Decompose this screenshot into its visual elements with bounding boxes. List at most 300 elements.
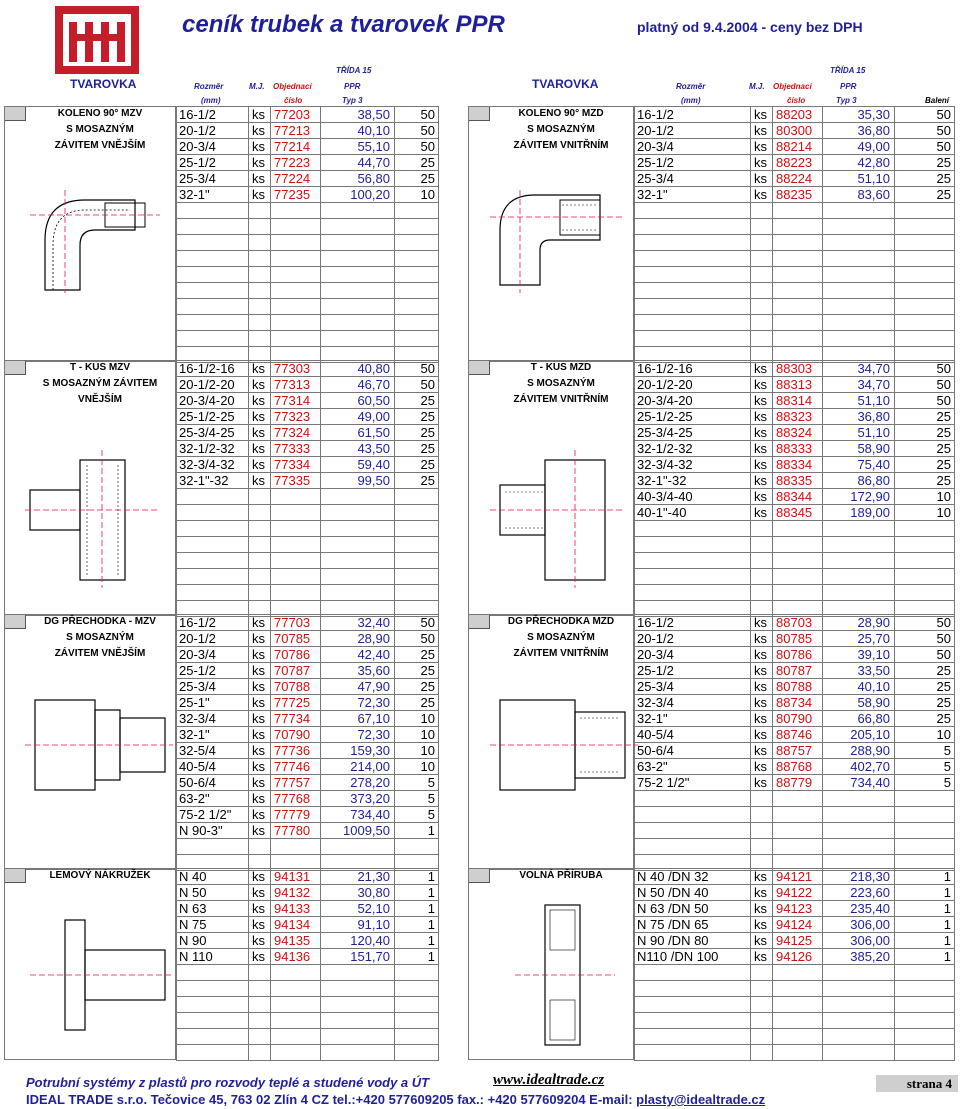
price-cell: 734,40 — [823, 775, 895, 791]
table-row — [635, 885, 955, 901]
table-row — [177, 187, 439, 203]
order-number-cell: 77213 — [271, 123, 321, 139]
pack-cell — [895, 203, 955, 219]
pack-cell — [395, 251, 439, 267]
price-cell — [823, 283, 895, 299]
pack-cell: 25 — [395, 695, 439, 711]
size-cell — [635, 283, 751, 299]
pack-cell — [395, 569, 439, 585]
size-cell — [177, 489, 249, 505]
pack-cell: 10 — [395, 187, 439, 203]
order-number-cell: 70788 — [271, 679, 321, 695]
price-cell: 40,10 — [321, 123, 395, 139]
price-cell: 1009,50 — [321, 823, 395, 839]
price-cell — [321, 965, 395, 981]
table-row — [635, 823, 955, 839]
price-cell: 99,50 — [321, 473, 395, 489]
unit-cell: ks — [249, 123, 271, 139]
price-cell: 402,70 — [823, 759, 895, 775]
col-mj-r: M.J. — [749, 82, 765, 91]
table-row — [177, 711, 439, 727]
unit-cell — [751, 283, 773, 299]
price-cell: 51,10 — [823, 425, 895, 441]
order-number-cell: 77313 — [271, 377, 321, 393]
table-row — [177, 615, 439, 631]
order-number-cell — [271, 331, 321, 347]
table-row — [177, 219, 439, 235]
pack-cell — [895, 1029, 955, 1045]
table-row — [635, 1013, 955, 1029]
size-cell: 25-3/4 — [635, 171, 751, 187]
section-label-line: DG PŘECHODKA - MZV — [44, 616, 156, 627]
table-row — [635, 727, 955, 743]
size-cell: 40-1"-40 — [635, 505, 751, 521]
pack-cell — [395, 1013, 439, 1029]
order-number-cell — [271, 251, 321, 267]
unit-cell: ks — [249, 695, 271, 711]
order-number-cell: 77335 — [271, 473, 321, 489]
section-label-line: S MOSAZNÝM — [527, 378, 595, 389]
order-number-cell — [773, 997, 823, 1013]
unit-cell — [249, 839, 271, 855]
unit-cell — [249, 1029, 271, 1045]
size-cell: N 50 /DN 40 — [635, 885, 751, 901]
table-row — [177, 473, 439, 489]
price-cell: 151,70 — [321, 949, 395, 965]
price-cell: 43,50 — [321, 441, 395, 457]
pack-cell: 25 — [895, 171, 955, 187]
pack-cell: 1 — [395, 901, 439, 917]
unit-cell: ks — [751, 107, 773, 123]
unit-cell: ks — [249, 155, 271, 171]
size-cell: 32-1/2-32 — [177, 441, 249, 457]
size-cell — [177, 331, 249, 347]
unit-cell — [751, 267, 773, 283]
footer-email-link[interactable]: plasty@idealtrade.cz — [636, 1092, 766, 1107]
section-label-line: DG PŘECHODKA MZD — [507, 616, 615, 627]
size-cell — [635, 537, 751, 553]
table-row — [177, 869, 439, 885]
unit-cell — [751, 1045, 773, 1061]
unit-cell — [751, 839, 773, 855]
section-label-line: ZÁVITEM VNITŘNÍM — [513, 140, 609, 151]
col-trida: TŘÍDA 15 — [336, 66, 372, 75]
table-row — [635, 585, 955, 601]
pack-cell — [895, 585, 955, 601]
pack-cell: 25 — [395, 647, 439, 663]
pack-cell: 5 — [395, 775, 439, 791]
unit-cell — [751, 299, 773, 315]
unit-cell: ks — [249, 377, 271, 393]
size-cell — [177, 839, 249, 855]
table-row — [635, 489, 955, 505]
table-row — [635, 393, 955, 409]
unit-cell: ks — [751, 393, 773, 409]
table-row — [635, 631, 955, 647]
order-number-cell: 70785 — [271, 631, 321, 647]
price-cell — [823, 997, 895, 1013]
col-cislo-r: číslo — [787, 96, 806, 105]
table-row — [635, 235, 955, 251]
size-cell — [635, 235, 751, 251]
order-number-cell: 94123 — [773, 901, 823, 917]
elbow-mzv-drawing — [25, 185, 165, 295]
order-number-cell — [773, 1029, 823, 1045]
price-cell: 189,00 — [823, 505, 895, 521]
unit-cell: ks — [249, 791, 271, 807]
pack-cell: 5 — [395, 807, 439, 823]
price-cell — [823, 965, 895, 981]
unit-cell: ks — [751, 441, 773, 457]
size-cell: N 63 — [177, 901, 249, 917]
table-row — [635, 679, 955, 695]
unit-cell: ks — [751, 489, 773, 505]
order-number-cell: 77725 — [271, 695, 321, 711]
price-cell — [321, 997, 395, 1013]
order-number-cell: 94135 — [271, 933, 321, 949]
price-table — [634, 106, 955, 363]
size-cell: 25-1/2 — [177, 155, 249, 171]
price-cell: 38,50 — [321, 107, 395, 123]
pack-cell: 25 — [395, 171, 439, 187]
unit-cell: ks — [249, 187, 271, 203]
order-number-cell — [271, 235, 321, 251]
order-number-cell: 88303 — [773, 361, 823, 377]
unit-cell — [751, 569, 773, 585]
unit-cell: ks — [249, 615, 271, 631]
price-cell: 67,10 — [321, 711, 395, 727]
pack-cell — [395, 553, 439, 569]
order-number-cell: 88345 — [773, 505, 823, 521]
table-row — [177, 139, 439, 155]
unit-cell — [751, 997, 773, 1013]
order-number-cell — [773, 965, 823, 981]
price-table — [634, 360, 955, 617]
table-row — [635, 219, 955, 235]
table-row — [177, 997, 439, 1013]
unit-cell — [751, 981, 773, 997]
table-row — [635, 775, 955, 791]
unit-cell — [249, 997, 271, 1013]
order-number-cell: 80786 — [773, 647, 823, 663]
pack-cell: 25 — [895, 663, 955, 679]
size-cell — [177, 585, 249, 601]
table-row — [635, 299, 955, 315]
price-cell — [321, 251, 395, 267]
table-row — [177, 1029, 439, 1045]
order-number-cell — [271, 965, 321, 981]
size-cell: 25-3/4 — [177, 679, 249, 695]
size-cell: 32-1" — [177, 187, 249, 203]
pack-cell: 1 — [895, 949, 955, 965]
price-cell — [823, 251, 895, 267]
size-cell: N 75 — [177, 917, 249, 933]
unit-cell — [249, 267, 271, 283]
price-cell — [823, 981, 895, 997]
pack-cell — [895, 997, 955, 1013]
table-row — [635, 315, 955, 331]
price-cell: 35,30 — [823, 107, 895, 123]
size-cell — [635, 203, 751, 219]
pack-cell: 25 — [395, 393, 439, 409]
pack-cell — [895, 1013, 955, 1029]
table-row — [635, 107, 955, 123]
order-number-cell: 94126 — [773, 949, 823, 965]
price-cell — [321, 235, 395, 251]
price-cell — [823, 331, 895, 347]
table-row — [177, 981, 439, 997]
unit-cell: ks — [249, 473, 271, 489]
col-ppr-r: PPR — [840, 82, 857, 91]
unit-cell — [751, 203, 773, 219]
pack-cell — [395, 235, 439, 251]
pack-cell: 10 — [895, 727, 955, 743]
size-cell: 32-3/4 — [635, 695, 751, 711]
table-row — [635, 839, 955, 855]
unit-cell: ks — [249, 711, 271, 727]
table-row — [635, 187, 955, 203]
order-number-cell: 88203 — [773, 107, 823, 123]
size-cell: 63-2" — [635, 759, 751, 775]
price-cell: 205,10 — [823, 727, 895, 743]
order-number-cell — [773, 299, 823, 315]
price-cell: 59,40 — [321, 457, 395, 473]
pack-cell: 25 — [395, 441, 439, 457]
order-number-cell: 80790 — [773, 711, 823, 727]
pack-cell: 50 — [395, 107, 439, 123]
order-number-cell: 94131 — [271, 869, 321, 885]
price-cell — [321, 585, 395, 601]
size-cell: 20-3/4 — [177, 139, 249, 155]
size-cell: N 90-3" — [177, 823, 249, 839]
price-cell — [823, 1013, 895, 1029]
size-cell — [177, 267, 249, 283]
table-row — [177, 171, 439, 187]
pack-cell: 1 — [395, 823, 439, 839]
size-cell — [177, 251, 249, 267]
unit-cell: ks — [249, 647, 271, 663]
price-cell — [823, 235, 895, 251]
pack-cell: 1 — [895, 917, 955, 933]
price-cell: 42,40 — [321, 647, 395, 663]
elbow-mzd-drawing — [490, 185, 630, 295]
table-row — [177, 663, 439, 679]
table-row — [177, 553, 439, 569]
unit-cell: ks — [751, 949, 773, 965]
col-objednaci-r: Objednací — [773, 82, 812, 91]
price-cell — [823, 1029, 895, 1045]
pack-cell: 25 — [895, 425, 955, 441]
order-number-cell: 77203 — [271, 107, 321, 123]
pack-cell: 50 — [895, 107, 955, 123]
pack-cell — [895, 791, 955, 807]
table-row — [177, 537, 439, 553]
table-row — [177, 361, 439, 377]
size-cell: 32-1/2-32 — [635, 441, 751, 457]
pack-cell: 1 — [395, 885, 439, 901]
table-row — [177, 823, 439, 839]
col-mm-r: (mm) — [681, 96, 701, 105]
order-number-cell: 77780 — [271, 823, 321, 839]
table-row — [177, 283, 439, 299]
size-cell: 75-2 1/2" — [635, 775, 751, 791]
pack-cell: 25 — [895, 711, 955, 727]
pack-cell: 1 — [395, 917, 439, 933]
price-cell: 47,90 — [321, 679, 395, 695]
order-number-cell: 80300 — [773, 123, 823, 139]
size-cell: 25-1/2-25 — [635, 409, 751, 425]
order-number-cell: 88734 — [773, 695, 823, 711]
unit-cell: ks — [249, 869, 271, 885]
order-number-cell: 94133 — [271, 901, 321, 917]
order-number-cell: 70790 — [271, 727, 321, 743]
unit-cell: ks — [751, 695, 773, 711]
section-label-line: ZÁVITEM VNITŘNÍM — [513, 394, 609, 405]
order-number-cell — [773, 219, 823, 235]
price-cell: 28,90 — [321, 631, 395, 647]
pack-cell: 25 — [895, 695, 955, 711]
order-number-cell — [271, 585, 321, 601]
table-row — [177, 585, 439, 601]
size-cell: 20-1/2-20 — [177, 377, 249, 393]
table-row — [177, 743, 439, 759]
price-cell: 734,40 — [321, 807, 395, 823]
size-cell — [177, 553, 249, 569]
pack-cell: 1 — [395, 949, 439, 965]
col-mj: M.J. — [249, 82, 265, 91]
price-cell: 49,00 — [321, 409, 395, 425]
unit-cell: ks — [751, 917, 773, 933]
price-cell: 55,10 — [321, 139, 395, 155]
table-row — [635, 155, 955, 171]
table-row — [635, 251, 955, 267]
price-cell: 60,50 — [321, 393, 395, 409]
order-number-cell — [271, 219, 321, 235]
order-number-cell: 77224 — [271, 171, 321, 187]
order-number-cell: 77734 — [271, 711, 321, 727]
unit-cell — [249, 283, 271, 299]
price-cell — [823, 267, 895, 283]
pack-cell — [395, 521, 439, 537]
unit-cell: ks — [751, 743, 773, 759]
footer-website-link[interactable]: www.idealtrade.cz — [493, 1072, 605, 1088]
unit-cell: ks — [249, 393, 271, 409]
size-cell — [177, 299, 249, 315]
pack-cell — [895, 299, 955, 315]
pack-cell — [395, 203, 439, 219]
order-number-cell: 88757 — [773, 743, 823, 759]
table-row — [177, 933, 439, 949]
order-number-cell — [271, 981, 321, 997]
section-label-line: ZÁVITEM VNĚJŠÍM — [54, 648, 146, 659]
unit-cell: ks — [751, 473, 773, 489]
unit-cell — [751, 1013, 773, 1029]
table-row — [177, 377, 439, 393]
unit-cell: ks — [751, 869, 773, 885]
size-cell — [635, 553, 751, 569]
table-row — [635, 569, 955, 585]
order-number-cell — [773, 235, 823, 251]
order-number-cell: 88746 — [773, 727, 823, 743]
table-row — [177, 203, 439, 219]
table-row — [177, 885, 439, 901]
price-cell: 52,10 — [321, 901, 395, 917]
price-cell: 373,20 — [321, 791, 395, 807]
table-row — [177, 315, 439, 331]
order-number-cell — [271, 489, 321, 505]
pack-cell: 10 — [395, 711, 439, 727]
table-row — [177, 759, 439, 775]
section-label-line: KOLENO 90° MZD — [518, 108, 604, 119]
price-cell: 75,40 — [823, 457, 895, 473]
unit-cell: ks — [249, 107, 271, 123]
price-cell: 30,80 — [321, 885, 395, 901]
pack-cell — [895, 839, 955, 855]
order-number-cell — [773, 823, 823, 839]
order-number-cell — [773, 537, 823, 553]
size-cell — [635, 1045, 751, 1061]
order-number-cell — [773, 331, 823, 347]
table-row — [177, 441, 439, 457]
order-number-cell: 94134 — [271, 917, 321, 933]
price-cell: 223,60 — [823, 885, 895, 901]
pack-cell: 50 — [895, 647, 955, 663]
unit-cell — [751, 331, 773, 347]
table-row — [635, 457, 955, 473]
order-number-cell — [271, 267, 321, 283]
unit-cell — [249, 981, 271, 997]
unit-cell: ks — [249, 631, 271, 647]
order-number-cell: 77736 — [271, 743, 321, 759]
order-number-cell — [271, 1013, 321, 1029]
price-cell: 58,90 — [823, 441, 895, 457]
section-label-line: S MOSAZNÝM — [527, 124, 595, 135]
size-cell: N110 /DN 100 — [635, 949, 751, 965]
size-cell: 50-6/4 — [635, 743, 751, 759]
pack-cell — [895, 1045, 955, 1061]
unit-cell: ks — [751, 171, 773, 187]
unit-cell — [249, 299, 271, 315]
price-cell — [823, 585, 895, 601]
pack-cell: 50 — [895, 377, 955, 393]
order-number-cell: 77235 — [271, 187, 321, 203]
unit-cell: ks — [751, 901, 773, 917]
pack-cell: 25 — [895, 679, 955, 695]
collar-drawing — [25, 910, 175, 1040]
pack-cell: 50 — [895, 139, 955, 155]
unit-cell: ks — [751, 425, 773, 441]
price-cell: 36,80 — [823, 123, 895, 139]
size-cell: 25-1/2 — [177, 663, 249, 679]
size-cell: 16-1/2 — [177, 615, 249, 631]
price-cell: 288,90 — [823, 743, 895, 759]
pack-cell — [395, 585, 439, 601]
unit-cell: ks — [751, 409, 773, 425]
price-cell — [321, 569, 395, 585]
unit-cell — [249, 521, 271, 537]
size-cell — [635, 585, 751, 601]
table-row — [177, 489, 439, 505]
price-cell — [823, 1045, 895, 1061]
pack-cell: 1 — [395, 933, 439, 949]
unit-cell: ks — [249, 679, 271, 695]
price-cell — [823, 553, 895, 569]
order-number-cell — [773, 791, 823, 807]
price-cell — [321, 1045, 395, 1061]
price-cell — [321, 267, 395, 283]
table-row — [635, 965, 955, 981]
section-label-line: VNĚJŠÍM — [78, 394, 122, 405]
